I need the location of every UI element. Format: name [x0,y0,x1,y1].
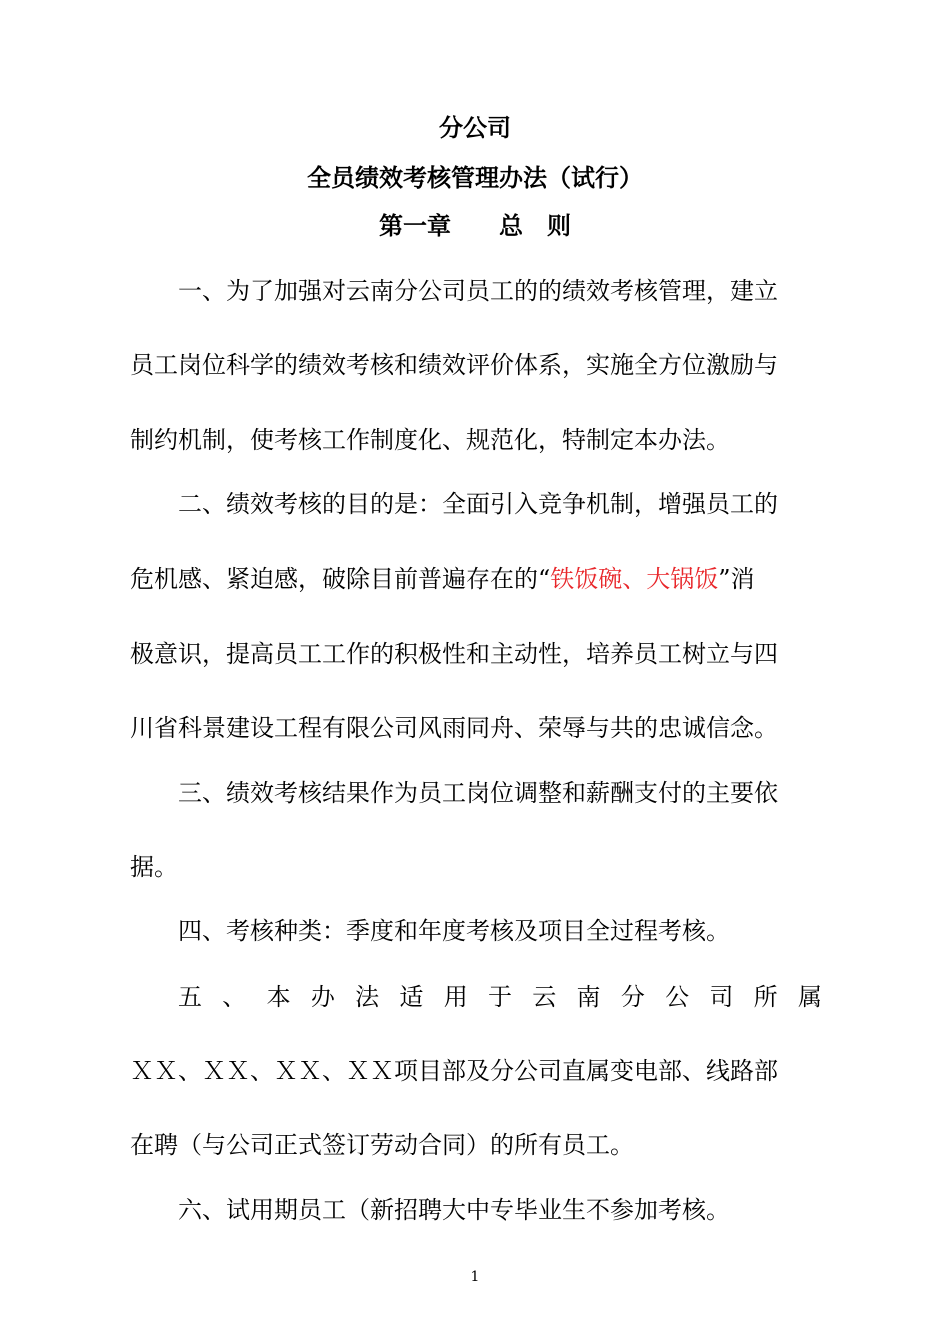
paragraph-3-line-1: 三、绩效考核结果作为员工岗位调整和薪酬支付的主要依 [178,779,778,807]
spread-char: 法 [355,983,380,1011]
spread-char: 云 [532,983,557,1011]
paragraph-1-line-3: 制约机制，使考核工作制度化、规范化，特制定本办法。 [130,426,730,454]
spread-char: 所 [753,983,778,1011]
paragraph-4: 四、考核种类：季度和年度考核及项目全过程考核。 [178,917,730,945]
paragraph-2-line-1: 二、绩效考核的目的是：全面引入竞争机制，增强员工的 [178,490,778,518]
spread-char: 办 [310,983,335,1011]
spread-char: 南 [576,983,601,1011]
paragraph-3-line-2: 据。 [130,853,178,881]
paragraph-2-line-3: 极意识，提高员工工作的积极性和主动性，培养员工树立与四 [130,640,778,668]
spread-char: 本 [266,983,291,1011]
spread-char: 、 [222,983,247,1011]
spread-char: 适 [399,983,424,1011]
text-span: 危机感、紧迫感，破除目前普遍存在的“ [130,565,551,593]
title-chapter: 第一章 总 则 [379,212,571,240]
spread-char: 分 [620,983,645,1011]
paragraph-2-line-2 [130,564,822,594]
paragraph-6: 六、试用期员工（新招聘大中专毕业生不参加考核。 [178,1196,730,1224]
paragraph-5-line-1 [178,982,822,1012]
highlighted-text: 铁饭碗、大锅饭 [550,565,719,593]
paragraph-2-line-4: 川省科景建设工程有限公司风雨同舟、荣辱与共的忠诚信念。 [130,714,778,742]
spread-char: 属 [797,983,822,1011]
text-span: ”消 [718,565,755,593]
paragraph-5-line-3: 在聘（与公司正式签订劳动合同）的所有员工。 [130,1131,634,1159]
paragraph-1-line-1: 一、为了加强对云南分公司员工的的绩效考核管理，建立 [178,277,778,305]
paragraph-1-line-2: 员工岗位科学的绩效考核和绩效评价体系，实施全方位激励与 [130,351,778,379]
spread-char: 司 [709,983,734,1011]
title-company: 分公司 [439,114,511,142]
spread-char: 五 [178,983,202,1011]
spread-char: 用 [443,983,468,1011]
paragraph-5-line-2: ＸＸ、ＸＸ、ＸＸ、ＸＸ项目部及分公司直属变电部、线路部 [130,1057,778,1085]
title-document: 全员绩效考核管理办法（试行） [307,164,643,192]
page-number: 1 [470,1269,480,1285]
spread-char: 公 [665,983,690,1011]
spread-char: 于 [487,983,512,1011]
